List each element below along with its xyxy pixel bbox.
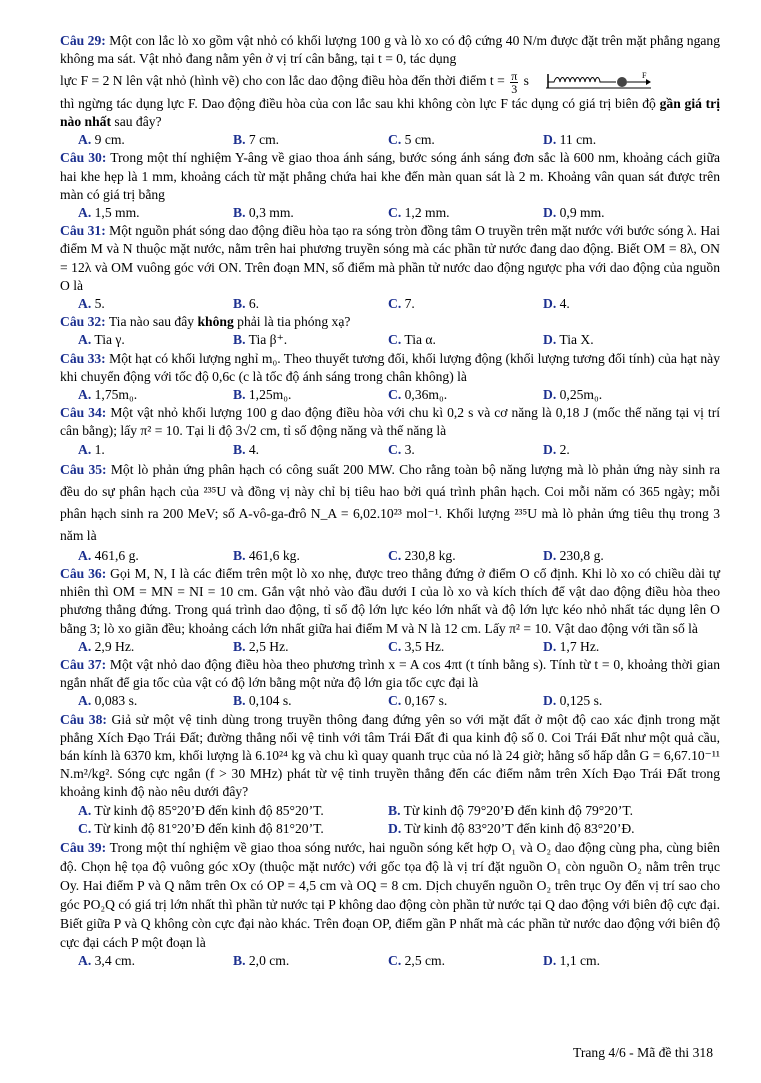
- option-d[interactable]: [543, 331, 698, 349]
- question-text: thì ngừng tác dụng lực F. Dao động điều hòa của con lắc sau khi không còn lực F tác dụng có giá trị biên độ: [60, 95, 660, 111]
- option-text: Tia α.: [401, 332, 436, 348]
- option-text: 0,25m₀.: [556, 387, 603, 403]
- option-text: 6.: [245, 296, 260, 312]
- question-text: Giả sử một vệ tinh dùng trong truyền thông đang đứng yên so với mặt đất ở một độ cao xác định trong mặt phẳng Xích Đạo Trái Đất; đường thẳng nối vệ tinh với tâm Trái Đất đi qua kinh độ số 0. Coi Trái Đất như một quả cầu, bán kính là 6370 km, khối lượng là 6.10²⁴ kg và chu kì quay quanh trục của nó là 24 giờ; hằng số hấp dẫn G = 6,67.10⁻¹¹ N.m²/kg². Sóng cực ngắn (f > 30 MHz) phát từ vệ tinh truyền thẳng đến các điểm nằm trên Xích Đạo Trái Đất trong khoảng kinh độ nào nêu dưới đây?: [60, 711, 720, 800]
- question-number: Câu 37:: [60, 657, 107, 673]
- option-d[interactable]: [543, 386, 698, 404]
- option-c[interactable]: [388, 547, 543, 565]
- option-text: 2,0 cm.: [245, 953, 290, 969]
- option-text: 3.: [401, 441, 415, 457]
- option-d[interactable]: [543, 638, 698, 656]
- option-text: 3,5 Hz.: [401, 638, 445, 654]
- question-number: Câu 32:: [60, 314, 106, 330]
- question-number: Câu 35:: [60, 461, 107, 477]
- question-text: Trong một thí nghiệm Y-âng về giao thoa ánh sáng, bước sóng ánh sáng đơn sắc là 600 nm, khoảng cách giữa hai khe hẹp là 1 mm, khoảng cách từ mặt phẳng chứa hai khe đến màn quan sát là 2 m. Khoảng vân quan sát được trên màn có giá trị bằng: [60, 150, 720, 202]
- option-letter: B.: [233, 441, 246, 457]
- option-c[interactable]: [388, 204, 543, 222]
- question-number: Câu 33:: [60, 350, 106, 366]
- option-letter: B.: [233, 693, 246, 709]
- option-text: 11 cm.: [556, 132, 597, 148]
- emphasis: gần giá trị nào nhất: [60, 95, 720, 129]
- option-a[interactable]: [78, 692, 233, 710]
- option-letter: C.: [388, 132, 402, 148]
- option-text: Tia β⁺.: [245, 332, 288, 348]
- option-letter: D.: [543, 547, 557, 563]
- option-letter: C.: [388, 953, 402, 969]
- emphasis: không: [197, 314, 234, 330]
- question-35: [60, 459, 720, 547]
- question-33: [60, 350, 720, 386]
- question-number: Câu 36:: [60, 566, 107, 582]
- option-d[interactable]: [543, 295, 698, 313]
- option-letter: D.: [388, 820, 402, 836]
- option-text: 1,75m₀.: [91, 387, 138, 403]
- option-letter: A.: [78, 953, 92, 969]
- option-letter: B.: [233, 953, 246, 969]
- option-text: Tia γ.: [91, 332, 125, 348]
- options-31: [60, 295, 720, 313]
- option-c[interactable]: [388, 952, 543, 970]
- option-c[interactable]: [78, 820, 388, 838]
- option-letter: B.: [388, 802, 401, 818]
- option-a[interactable]: [78, 638, 233, 656]
- option-letter: B.: [233, 205, 246, 220]
- option-d[interactable]: [543, 131, 698, 149]
- question-number: Câu 30:: [60, 150, 107, 166]
- option-d[interactable]: [543, 692, 698, 710]
- option-text: 7.: [401, 296, 415, 312]
- option-letter: B.: [233, 296, 246, 312]
- options-29: [60, 131, 720, 149]
- option-a[interactable]: [78, 131, 233, 149]
- question-number: Câu 29:: [60, 33, 106, 48]
- exam-page: [60, 32, 720, 970]
- option-letter: B.: [233, 638, 246, 654]
- option-b[interactable]: [233, 638, 388, 656]
- options-39: [60, 952, 720, 970]
- fraction-numerator: π: [511, 68, 518, 83]
- question-number: Câu 34:: [60, 405, 107, 421]
- option-letter: C.: [78, 820, 92, 836]
- force-label: F: [642, 72, 647, 81]
- question-38: [60, 711, 720, 802]
- option-text: 2,9 Hz.: [91, 638, 135, 654]
- option-b[interactable]: [233, 441, 388, 459]
- question-text: Một nguồn phát sóng dao động điều hòa tạo ra sóng tròn đồng tâm O truyền trên mặt nước với bước sóng λ. Hai điểm M và N thuộc mặt nước, nằm trên hai phương truyền sóng mà các phần tử nước đang dao động. Biết OM = 8λ, ON = 12λ và OM vuông góc với ON. Trên đoạn MN, số điểm mà phần tử nước dao động ngược pha với dao động của nguồn O là: [60, 223, 720, 293]
- options-36: [60, 638, 720, 656]
- option-text: 9 cm.: [91, 132, 125, 148]
- options-33: [60, 386, 720, 404]
- option-a[interactable]: [78, 204, 233, 222]
- option-b[interactable]: [233, 295, 388, 313]
- option-letter: C.: [388, 638, 402, 654]
- option-d[interactable]: [543, 204, 698, 222]
- option-text: 4.: [245, 441, 260, 457]
- option-b[interactable]: [233, 331, 388, 349]
- option-text: 461,6 g.: [91, 547, 139, 563]
- option-text: Từ kinh độ 83°20’T đến kinh độ 83°20’Đ.: [401, 820, 635, 836]
- option-c[interactable]: [388, 331, 543, 349]
- option-a[interactable]: [78, 441, 233, 459]
- option-letter: C.: [388, 693, 402, 709]
- options-38-row2: [60, 820, 720, 838]
- option-letter: B.: [233, 547, 246, 563]
- option-c[interactable]: [388, 638, 543, 656]
- option-letter: D.: [543, 332, 557, 348]
- option-letter: D.: [543, 953, 557, 969]
- option-letter: A.: [78, 693, 92, 709]
- question-text: sau đây?: [111, 113, 162, 129]
- fraction: [510, 70, 518, 95]
- question-number: Câu 38:: [60, 711, 107, 727]
- page-footer: Trang 4/6 - Mã đề thi 318: [573, 1045, 713, 1060]
- option-text: 1,2 mm.: [401, 205, 450, 220]
- option-c[interactable]: [388, 131, 543, 149]
- question-34: [60, 404, 720, 440]
- question-text: Trong một thí nghiệm về giao thoa sóng nước, hai nguồn sóng kết hợp O₁ và O₂ dao động cùng pha, cùng biên độ. Chọn hệ tọa độ vuông góc xOy (thuộc mặt nước) với gốc tọa độ là vị trí đặt nguồn O₁ còn nguồn O₂ nằm trên trục Oy. Hai điểm P và Q nằm trên Ox có OP = 4,5 cm và OQ = 8 cm. Dịch chuyển nguồn O₂ trên trục Oy đến vị trí sao cho góc PO₂Q có giá trị lớn nhất thì phần tử nước tại P không dao động còn phần tử nước tại Q dao động với biên độ cực đại. Biết giữa P và Q không còn cực đại nào khác. Trên đoạn OP, điểm gần P nhất mà các phần tử nước dao động với biên độ cực đại cách P một đoạn là: [60, 840, 720, 951]
- option-text: Từ kinh độ 85°20’Đ đến kinh độ 85°20’T.: [91, 802, 324, 818]
- option-text: 0,36m₀.: [401, 387, 448, 403]
- option-letter: A.: [78, 547, 92, 563]
- options-34: [60, 441, 720, 459]
- option-d[interactable]: [543, 441, 698, 459]
- question-text: phải là tia phóng xạ?: [233, 314, 351, 330]
- option-c[interactable]: [388, 386, 543, 404]
- option-text: 230,8 g.: [556, 547, 604, 563]
- option-letter: D.: [543, 205, 557, 220]
- question-30: [60, 149, 720, 204]
- question-text: Một vật nhỏ khối lượng 100 g dao động điều hòa với chu kì 0,2 s và cơ năng là 0,18 J (mốc thế năng tại vị trí cân bằng); lấy π² = 10. Tại li độ 3√2 cm, tỉ số động năng và thế năng là: [60, 405, 720, 439]
- option-letter: D.: [543, 387, 557, 403]
- option-text: 1.: [91, 441, 105, 457]
- question-36: [60, 565, 720, 638]
- options-38-row1: [60, 802, 720, 820]
- unit: s: [523, 73, 529, 89]
- option-text: 461,6 kg.: [245, 547, 300, 563]
- options-32: [60, 331, 720, 349]
- question-text: lực F = 2 N lên vật nhỏ (hình vẽ) cho con lắc dao động điều hòa đến thời điểm t =: [60, 73, 505, 89]
- question-number: Câu 39:: [60, 840, 107, 856]
- option-a[interactable]: [78, 952, 233, 970]
- option-text: 4.: [556, 296, 570, 312]
- option-letter: A.: [78, 802, 92, 818]
- options-37: [60, 692, 720, 710]
- option-letter: D.: [543, 693, 557, 709]
- option-letter: A.: [78, 296, 92, 312]
- option-text: 1,5 mm.: [91, 205, 140, 220]
- question-29-force-line: [60, 68, 720, 94]
- question-text: Một hạt có khối lượng nghỉ m₀. Theo thuyết tương đối, khối lượng động (khối lượng tương đối tính) của hạt này khi chuyển động với tốc độ 0,6c (c là tốc độ ánh sáng trong chân không) là: [60, 350, 720, 384]
- options-30: [60, 204, 720, 222]
- option-b[interactable]: [233, 692, 388, 710]
- option-a[interactable]: [78, 295, 233, 313]
- option-a[interactable]: [78, 802, 388, 820]
- option-d[interactable]: [543, 547, 698, 565]
- question-text: Một con lắc lò xo gồm vật nhỏ có khối lượng 100 g và lò xo có độ cứng 40 N/m được đặt trên mặt phẳng ngang không ma sát. Vật nhỏ đang nằm yên ở vị trí cân bằng, tại t = 0, tác dụng: [60, 33, 720, 67]
- spring-figure: [546, 72, 651, 92]
- option-text: 0,167 s.: [401, 693, 448, 709]
- option-letter: C.: [388, 296, 402, 312]
- option-letter: B.: [233, 332, 246, 348]
- option-text: 0,104 s.: [245, 693, 292, 709]
- option-letter: A.: [78, 205, 92, 220]
- option-text: 1,25m₀.: [245, 387, 292, 403]
- question-29-cont: [60, 95, 720, 131]
- option-text: 1,7 Hz.: [556, 638, 600, 654]
- option-text: 7 cm.: [245, 132, 280, 148]
- option-text: Tia X.: [556, 332, 594, 348]
- option-letter: C.: [388, 441, 402, 457]
- option-d[interactable]: [388, 820, 698, 838]
- option-a[interactable]: [78, 331, 233, 349]
- option-c[interactable]: [388, 295, 543, 313]
- option-c[interactable]: [388, 441, 543, 459]
- option-text: 2.: [556, 441, 570, 457]
- option-text: 0,083 s.: [91, 693, 138, 709]
- option-d[interactable]: [543, 952, 698, 970]
- option-letter: D.: [543, 441, 557, 457]
- option-text: 1,1 cm.: [556, 953, 601, 969]
- question-31: [60, 222, 720, 295]
- option-text: 5.: [91, 296, 105, 312]
- option-b[interactable]: [388, 802, 698, 820]
- option-text: 3,4 cm.: [91, 953, 136, 969]
- option-letter: C.: [388, 205, 402, 220]
- question-32: [60, 313, 720, 331]
- option-letter: A.: [78, 132, 92, 148]
- option-text: 2,5 cm.: [401, 953, 446, 969]
- option-letter: A.: [78, 387, 92, 403]
- question-number: Câu 31:: [60, 223, 106, 239]
- option-b[interactable]: [233, 131, 388, 149]
- question-text: Gọi M, N, I là các điểm trên một lò xo nhẹ, được treo thẳng đứng ở điểm O cố định. Khi lò xo có chiều dài tự nhiên thì OM = MN = NI = 10 cm. Gắn vật nhỏ vào đầu dưới I của lò xo và kích thích để vật dao động điều hòa theo phương thẳng đứng. Trong quá trình dao động, tỉ số độ lớn lực kéo lớn nhất và độ lớn lực kéo nhỏ nhất tác dụng lên O bằng 3; lò xo giãn đều; khoảng cách lớn nhất giữa hai điểm M và N là 12 cm. Lấy π² = 10. Vật dao động với tần số là: [60, 566, 721, 636]
- option-letter: C.: [388, 332, 402, 348]
- question-text: Một vật nhỏ dao động điều hòa theo phương trình x = A cos 4πt (t tính bằng s). Tính từ t = 0, khoảng thời gian ngắn nhất để gia tốc của vật có độ lớn bằng một nửa độ lớn gia tốc cực đại là: [60, 657, 720, 691]
- option-text: 5 cm.: [401, 132, 435, 148]
- option-text: 0,3 mm.: [245, 205, 294, 220]
- option-letter: A.: [78, 332, 92, 348]
- option-text: Từ kinh độ 79°20’Đ đến kinh độ 79°20’T.: [400, 802, 634, 818]
- option-letter: C.: [388, 547, 402, 563]
- question-39: [60, 838, 720, 952]
- option-b[interactable]: [233, 547, 388, 565]
- option-b[interactable]: [233, 204, 388, 222]
- option-a[interactable]: [78, 386, 233, 404]
- option-letter: A.: [78, 441, 92, 457]
- option-letter: B.: [233, 387, 246, 403]
- option-letter: B.: [233, 132, 246, 148]
- option-text: 0,125 s.: [556, 693, 603, 709]
- question-37: [60, 656, 720, 692]
- option-text: 230,8 kg.: [401, 547, 456, 563]
- fraction-denominator: 3: [511, 81, 518, 96]
- option-a[interactable]: [78, 547, 233, 565]
- options-35: [60, 547, 720, 565]
- question-text: Tia nào sau đây: [105, 314, 198, 330]
- option-text: 2,5 Hz.: [245, 638, 289, 654]
- option-c[interactable]: [388, 692, 543, 710]
- question-29: [60, 32, 720, 68]
- option-letter: D.: [543, 638, 557, 654]
- option-text: Từ kinh độ 81°20’Đ đến kinh độ 81°20’T.: [91, 820, 324, 836]
- option-letter: D.: [543, 132, 557, 148]
- option-letter: A.: [78, 638, 92, 654]
- option-letter: D.: [543, 296, 557, 312]
- question-text: Một lò phản ứng phân hạch có công suất 200 MW. Cho rằng toàn bộ năng lượng mà lò phản ứng này sinh ra đều do sự phân hạch của ²³⁵U và đồng vị này chỉ bị tiêu hao bởi quá trình phân hạch. Coi mỗi năm có 365 ngày; mỗi phân hạch sinh ra 200 MeV; số A-vô-ga-đrô N_A = 6,02.10²³ mol⁻¹. Khối lượng ²³⁵U mà lò phản ứng tiêu thụ trong 3 năm là: [60, 461, 720, 543]
- option-text: 0,9 mm.: [556, 205, 605, 220]
- option-letter: C.: [388, 387, 402, 403]
- option-b[interactable]: [233, 386, 388, 404]
- option-b[interactable]: [233, 952, 388, 970]
